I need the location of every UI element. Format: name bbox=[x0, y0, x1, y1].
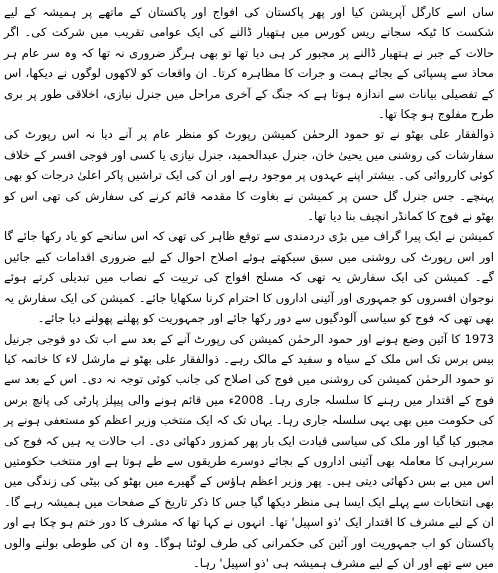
paragraph: ذوالفقار علی بھٹو نے تو حمود الرحمٰن کمیشن رپورٹ کو منظر عام پر آنے دیا نہ اس رپورٹ کی سفارشات کی روشنی میں یحییٰ خان، جنرل عبدالحمید، جنرل نیازی یا کسی اور فوجی افسر کے خلاف کوئی کارروائی کی۔ بیشتر اپنے عہدوں پر موجود رہے اور ان کی ایک تراشیں پاکر اعلیٰ درجات کو بھی پہنچے۔ جس جنرل گل حسن پر کمیشن نے بغاوت کا مقدمہ قائم کرنے کی سفارش کی تھی اس کو بھٹو نے فوج کا کمانڈر انچیف بنا دیا تھا۔ bbox=[4, 124, 494, 226]
paragraph: 1973 کا آئین وضع ہونے اور حمود الرحمٰن کمیشن کی رپورٹ آنے کے بعد سے اب تک دو فوجی جرنیل بیس برس تک اس ملک کے سیاہ و سفید کے مالک رہے۔ ذوالفقار علی بھٹو نے مارشل لاء کا خاتمہ کیا تو حمود الرحمٰن کمیشن کی روشنی میں فوج کی اصلاح کی جانب کوئی توجہ نہ دی۔ اس کے بعد سے فوج کے اقتدار میں رہنے کا سلسلہ جاری رہا۔ 2008ء میں قائم ہونے والی پیپلز پارٹی کی پانچ برس کی حکومت میں بھی یہی سلسلہ جاری رہا۔ یہاں تک کہ ایک منتخب وزیر اعظم کو مستعفی ہونے پر مجبور کیا گیا اور ملک کی سیاسی قیادت ایک بار پھر کمزور دکھائی دی۔ اب حالات یہ ہیں کہ فوج کی سربراہی کا معاملہ بھی آئینی اداروں کے بجائے دوسرے طریقوں سے طے ہوتا ہے اور منتخب حکومتیں اس میں بے بس دکھائی دیتی ہیں۔ پھر وزیر اعظم ہاؤس کے گھیرے میں بھٹو کی بیٹی کی زندگی میں بھی انتخابات سے پہلے ایک ایسا ہی منظر دیکھا گیا جس کا ذکر تاریخ کے صفحات میں ہمیشہ رہے گا۔ ان کے لیے مشرف کا اقتدار ایک 'ذو اسپیل' تھا۔ انہوں نے کہا تھا کہ مشرف کا دور ختم ہو چکا ہے اور پاکستان کو اب جمہوریت اور آئین کی حکمرانی کی طرف لوٹنا ہوگا۔ وہ ان کی طوطی بولنے والوں میں سے تھے اور ان کے لیے مشرف ہمیشہ ہی 'ذو اسپیل' رہا۔ bbox=[4, 329, 494, 573]
paragraph: ساں اسے کارگل آپریشن کیا اور پھر پاکستان کی افواج اور پاکستان کے ماتھے پر ہمیشہ کے لیے شکست کا ٹیکہ سجانے ریس کورس میں ہتھیار ڈالنے کی ایک عوامی تقریب میں شرکت کی۔ اگر حالات کے جبر نے ہتھیار ڈالنے پر مجبور کر ہی دیا تھا تو بھی ہرگز ضروری نہ تھا کہ وہ سر عام ہر محاذ سے پسپائی کے بجائے ہمت و جرات کا مظاہرہ کرتا۔ ان واقعات کو لاکھوں لوگوں نے دیکھا، اس کے تفصیلی بیانات سے اندازہ ہوتا ہے کہ جنگ کے آخری مراحل میں جنرل نیازی، اخلاقی طور پر بری طرح مفلوج ہو چکا تھا۔ bbox=[4, 2, 494, 124]
paragraph: کمیشن نے ایک پیرا گراف میں بڑی دردمندی سے توقع ظاہر کی تھی کہ اس سانحے کو یاد رکھا جائے گا اور اس رپورٹ کی روشنی میں سبق سیکھتے ہوئے اصلاح احوال کے لیے ضروری اقدامات کیے جائیں گے۔ کمیشن کی ایک سفارش یہ تھی کہ مسلح افواج کی تربیت کے نصاب میں تبدیلی کرتے ہوئے نوجوان افسروں کو جمہوری اور آئینی اداروں کا احترام کرنا سکھایا جائے۔ کمیشن کی ایک سفارش یہ بھی تھی کہ فوج کو سیاسی آلودگیوں سے دور رکھا جائے اور جمہوریت کو پھلنے پھولنے دیا جائے۔ bbox=[4, 226, 494, 328]
